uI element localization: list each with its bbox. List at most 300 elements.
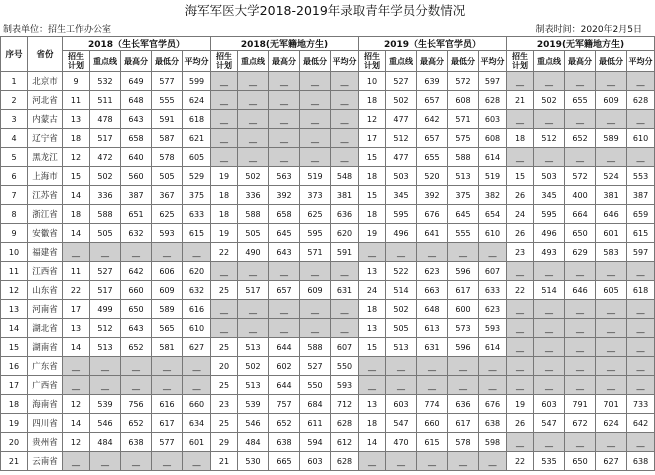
score-cell: 628 [331,414,359,433]
empty-cell: __ [565,357,596,376]
score-cell: 15 [507,167,534,186]
score-cell: 572 [565,167,596,186]
score-cell: 583 [596,243,627,262]
empty-cell: __ [211,110,238,129]
score-cell: 381 [596,186,627,205]
table-row [1,433,655,452]
score-cell: 638 [479,414,507,433]
score-cell: 387 [121,186,152,205]
score-cell: 373 [300,186,331,205]
empty-cell: __ [534,319,565,338]
group-header-2019-civilian: 2019(无军籍地方生) [507,37,655,51]
score-cell: 608 [448,91,479,110]
score-cell: 649 [121,72,152,91]
empty-cell: __ [238,110,269,129]
table-row [1,224,655,243]
score-cell: 375 [183,186,211,205]
page-title: 海军军医大学2018-2019年录取青年学员分数情况 [184,3,466,18]
score-cell: 392 [417,186,448,205]
empty-cell: __ [507,433,534,452]
empty-cell: __ [269,262,300,281]
score-cell: 598 [479,433,507,452]
score-cell: 12 [63,148,90,167]
score-cell: 513 [238,376,269,395]
province-cell: 河南省 [28,300,63,319]
table-row [1,300,655,319]
row-number: 18 [1,395,28,414]
score-cell: 19 [507,395,534,414]
score-cell: 618 [627,281,655,300]
score-cell: 589 [596,129,627,148]
empty-cell: __ [386,243,417,262]
score-cell: 512 [386,129,417,148]
score-cell: 18 [63,205,90,224]
score-cell: 644 [269,376,300,395]
score-cell: 657 [417,91,448,110]
score-cell: 655 [417,148,448,167]
score-cell: 618 [183,110,211,129]
score-cell: 505 [152,167,183,186]
score-cell: 571 [300,243,331,262]
group-header-2019-officer: 2019（生长军官学员） [359,37,507,51]
empty-cell: __ [596,262,627,281]
empty-cell: __ [238,91,269,110]
score-cell: 547 [534,414,565,433]
province-cell: 安徽省 [28,224,63,243]
empty-cell: __ [627,433,655,452]
score-cell: 14 [63,414,90,433]
empty-cell: __ [507,148,534,167]
table-row [1,357,655,376]
score-cell: 652 [121,338,152,357]
score-cell: 623 [479,300,507,319]
empty-cell: __ [534,357,565,376]
empty-cell: __ [90,376,121,395]
score-cell: 477 [386,110,417,129]
score-cell: 25 [211,338,238,357]
score-cell: 791 [565,395,596,414]
score-cell: 548 [331,167,359,186]
key-line-header: 重点线 [90,51,121,72]
score-cell: 367 [152,186,183,205]
unit-label: 制表单位：招生工作办公室 [3,25,112,35]
score-cell: 25 [211,281,238,300]
score-cell: 503 [386,167,417,186]
score-cell: 345 [534,186,565,205]
empty-cell: __ [121,376,152,395]
score-cell: 603 [386,395,417,414]
score-cell: 651 [121,205,152,224]
score-cell: 502 [238,357,269,376]
empty-cell: __ [507,300,534,319]
row-number: 20 [1,433,28,452]
empty-cell: __ [534,110,565,129]
row-number: 6 [1,167,28,186]
min-header: 最低分 [152,51,183,72]
score-cell: 593 [331,376,359,395]
score-cell: 18 [359,91,386,110]
score-cell: 588 [238,205,269,224]
province-cell: 上海市 [28,167,63,186]
score-cell: 631 [417,338,448,357]
score-cell: 26 [507,186,534,205]
score-cell: 634 [183,414,211,433]
empty-cell: __ [269,300,300,319]
empty-cell: __ [596,110,627,129]
row-number: 21 [1,452,28,471]
score-cell: 13 [359,262,386,281]
score-cell: 593 [152,224,183,243]
empty-cell: __ [479,243,507,262]
score-cell: 609 [152,281,183,300]
score-cell: 11 [63,91,90,110]
score-cell: 658 [269,205,300,224]
province-cell: 江苏省 [28,186,63,205]
score-cell: 636 [331,205,359,224]
score-cell: 565 [152,319,183,338]
made-time-label: 制表时间：2020年2月5日 [535,25,642,35]
empty-cell: __ [121,452,152,471]
score-cell: 503 [534,167,565,186]
score-cell: 21 [211,452,238,471]
score-cell: 660 [183,395,211,414]
empty-cell: __ [269,110,300,129]
score-cell: 638 [269,433,300,452]
empty-cell: __ [90,357,121,376]
empty-cell: __ [63,357,90,376]
score-cell: 572 [448,72,479,91]
score-cell: 625 [152,205,183,224]
empty-cell: __ [331,148,359,167]
province-cell: 江西省 [28,262,63,281]
score-cell: 25 [211,376,238,395]
empty-cell: __ [627,338,655,357]
empty-cell: __ [238,300,269,319]
row-number: 8 [1,205,28,224]
score-cell: 610 [627,129,655,148]
score-cell: 527 [90,262,121,281]
table-row [1,452,655,471]
max-header: 最高分 [121,51,152,72]
score-cell: 597 [627,243,655,262]
row-number: 7 [1,186,28,205]
table-row [1,205,655,224]
empty-cell: __ [63,452,90,471]
score-cell: 627 [596,452,627,471]
score-cell: 392 [269,186,300,205]
score-cell: 18 [211,186,238,205]
score-cell: 650 [565,224,596,243]
score-cell: 613 [417,319,448,338]
empty-cell: __ [63,243,90,262]
score-cell: 550 [300,376,331,395]
score-cell: 684 [300,395,331,414]
empty-cell: __ [269,319,300,338]
score-cell: 617 [448,414,479,433]
score-cell: 484 [238,433,269,452]
score-cell: 632 [121,224,152,243]
score-cell: 672 [565,414,596,433]
empty-cell: __ [331,110,359,129]
empty-cell: __ [534,433,565,452]
score-cell: 382 [479,186,507,205]
seq-header: 序号 [1,37,28,72]
score-cell: 571 [448,110,479,129]
score-cell: 29 [211,433,238,452]
empty-cell: __ [565,262,596,281]
score-cell: 676 [479,395,507,414]
score-cell: 22 [63,281,90,300]
score-cell: 658 [121,129,152,148]
province-cell: 贵州省 [28,433,63,452]
score-cell: 623 [417,262,448,281]
table-row [1,110,655,129]
empty-cell: __ [331,72,359,91]
province-cell: 福建省 [28,243,63,262]
empty-cell: __ [417,357,448,376]
score-cell: 514 [386,281,417,300]
score-cell: 12 [63,433,90,452]
score-cell: 502 [386,300,417,319]
score-cell: 575 [448,129,479,148]
row-number: 5 [1,148,28,167]
score-cell: 617 [152,414,183,433]
score-cell: 660 [417,414,448,433]
score-cell: 646 [596,205,627,224]
empty-cell: __ [300,262,331,281]
score-cell: 676 [417,205,448,224]
empty-cell: __ [448,357,479,376]
score-cell: 602 [269,357,300,376]
empty-cell: __ [331,262,359,281]
table-row [1,72,655,91]
score-cell: 595 [534,205,565,224]
plan-header [507,51,534,72]
score-cell: 603 [534,395,565,414]
province-cell: 海南省 [28,395,63,414]
score-cell: 519 [479,167,507,186]
score-cell: 14 [63,338,90,357]
score-cell: 591 [331,243,359,262]
plan-header-line1: 招生 [216,52,233,61]
province-cell: 辽宁省 [28,129,63,148]
province-cell: 北京市 [28,72,63,91]
score-cell: 13 [359,319,386,338]
score-cell: 25 [211,414,238,433]
score-cell: 639 [417,72,448,91]
score-cell: 555 [448,224,479,243]
empty-cell: __ [596,319,627,338]
score-cell: 15 [359,338,386,357]
empty-cell: __ [417,376,448,395]
score-cell: 593 [479,319,507,338]
score-cell: 774 [417,395,448,414]
empty-cell: __ [183,452,211,471]
empty-cell: __ [152,243,183,262]
province-cell: 内蒙古 [28,110,63,129]
score-cell: 19 [211,224,238,243]
score-cell: 588 [300,338,331,357]
score-cell: 643 [121,319,152,338]
empty-cell: __ [448,452,479,471]
score-cell: 345 [386,186,417,205]
score-cell: 502 [90,167,121,186]
row-number: 14 [1,319,28,338]
province-cell: 广西省 [28,376,63,395]
empty-cell: __ [479,357,507,376]
table-row [1,338,655,357]
score-cell: 22 [507,281,534,300]
score-cell: 615 [417,433,448,452]
empty-cell: __ [300,91,331,110]
province-cell: 湖南省 [28,338,63,357]
score-cell: 490 [238,243,269,262]
score-cell: 502 [238,167,269,186]
score-cell: 650 [121,300,152,319]
table-row [1,395,655,414]
empty-cell: __ [565,110,596,129]
score-cell: 631 [331,281,359,300]
table-row [1,319,655,338]
empty-cell: __ [507,357,534,376]
row-number: 15 [1,338,28,357]
province-cell: 浙江省 [28,205,63,224]
row-number: 12 [1,281,28,300]
score-cell: 573 [448,319,479,338]
empty-cell: __ [238,72,269,91]
score-cell: 594 [300,433,331,452]
score-cell: 10 [359,72,386,91]
score-cell: 660 [121,281,152,300]
empty-cell: __ [238,148,269,167]
score-cell: 615 [183,224,211,243]
score-cell: 14 [359,433,386,452]
score-cell: 17 [359,129,386,148]
empty-cell: __ [238,262,269,281]
empty-cell: __ [534,338,565,357]
score-cell: 642 [417,110,448,129]
empty-cell: __ [211,319,238,338]
header-group-row [1,37,655,51]
empty-cell: __ [596,300,627,319]
score-cell: 757 [269,395,300,414]
row-number: 2 [1,91,28,110]
plan-header [211,51,238,72]
score-cell: 502 [534,91,565,110]
score-cell: 606 [152,262,183,281]
empty-cell: __ [627,148,655,167]
score-cell: 659 [627,205,655,224]
score-cell: 595 [386,205,417,224]
score-cell: 603 [479,110,507,129]
max-header: 最高分 [417,51,448,72]
empty-cell: __ [596,433,627,452]
empty-cell: __ [183,243,211,262]
avg-header: 平均分 [331,51,359,72]
province-header: 省份 [28,37,63,72]
score-cell: 14 [63,186,90,205]
score-cell: 607 [479,262,507,281]
empty-cell: __ [269,72,300,91]
score-cell: 610 [479,224,507,243]
empty-cell: __ [300,148,331,167]
score-cell: 652 [565,129,596,148]
score-cell: 657 [269,281,300,300]
score-cell: 517 [90,281,121,300]
province-cell: 广东省 [28,357,63,376]
score-cell: 578 [152,148,183,167]
score-cell: 596 [448,338,479,357]
score-cell: 589 [152,300,183,319]
score-cell: 648 [121,91,152,110]
score-cell: 375 [448,186,479,205]
score-cell: 539 [238,395,269,414]
score-cell: 629 [565,243,596,262]
score-cell: 13 [63,319,90,338]
score-cell: 616 [183,300,211,319]
score-cell: 610 [183,319,211,338]
score-cell: 605 [183,148,211,167]
score-cell: 24 [359,281,386,300]
score-cell: 609 [300,281,331,300]
empty-cell: __ [627,300,655,319]
empty-cell: __ [211,262,238,281]
empty-cell: __ [565,319,596,338]
score-cell: 609 [596,91,627,110]
empty-cell: __ [331,319,359,338]
score-cell: 563 [269,167,300,186]
score-cell: 616 [152,395,183,414]
score-cell: 18 [359,205,386,224]
row-number: 19 [1,414,28,433]
empty-cell: __ [507,376,534,395]
score-cell: 644 [269,338,300,357]
score-cell: 638 [121,433,152,452]
score-cell: 23 [507,243,534,262]
province-cell: 山东省 [28,281,63,300]
empty-cell: __ [534,72,565,91]
row-number: 16 [1,357,28,376]
empty-cell: __ [121,357,152,376]
score-cell: 621 [183,129,211,148]
score-cell: 581 [152,338,183,357]
score-cell: 15 [359,186,386,205]
table-row [1,243,655,262]
empty-cell: __ [596,72,627,91]
score-cell: 633 [479,281,507,300]
empty-cell: __ [507,262,534,281]
empty-cell: __ [152,452,183,471]
score-cell: 657 [417,129,448,148]
score-cell: 18 [359,167,386,186]
group-header-2018-civilian: 2018(无军籍地方生) [211,37,359,51]
empty-cell: __ [238,129,269,148]
province-cell: 河北省 [28,91,63,110]
score-cell: 381 [331,186,359,205]
empty-cell: __ [507,338,534,357]
empty-cell: __ [211,72,238,91]
empty-cell: __ [359,376,386,395]
avg-header: 平均分 [183,51,211,72]
row-number: 17 [1,376,28,395]
score-table [0,36,655,471]
empty-cell: __ [152,376,183,395]
score-cell: 519 [300,167,331,186]
table-row [1,91,655,110]
score-cell: 587 [152,129,183,148]
score-cell: 643 [269,243,300,262]
empty-cell: __ [627,319,655,338]
